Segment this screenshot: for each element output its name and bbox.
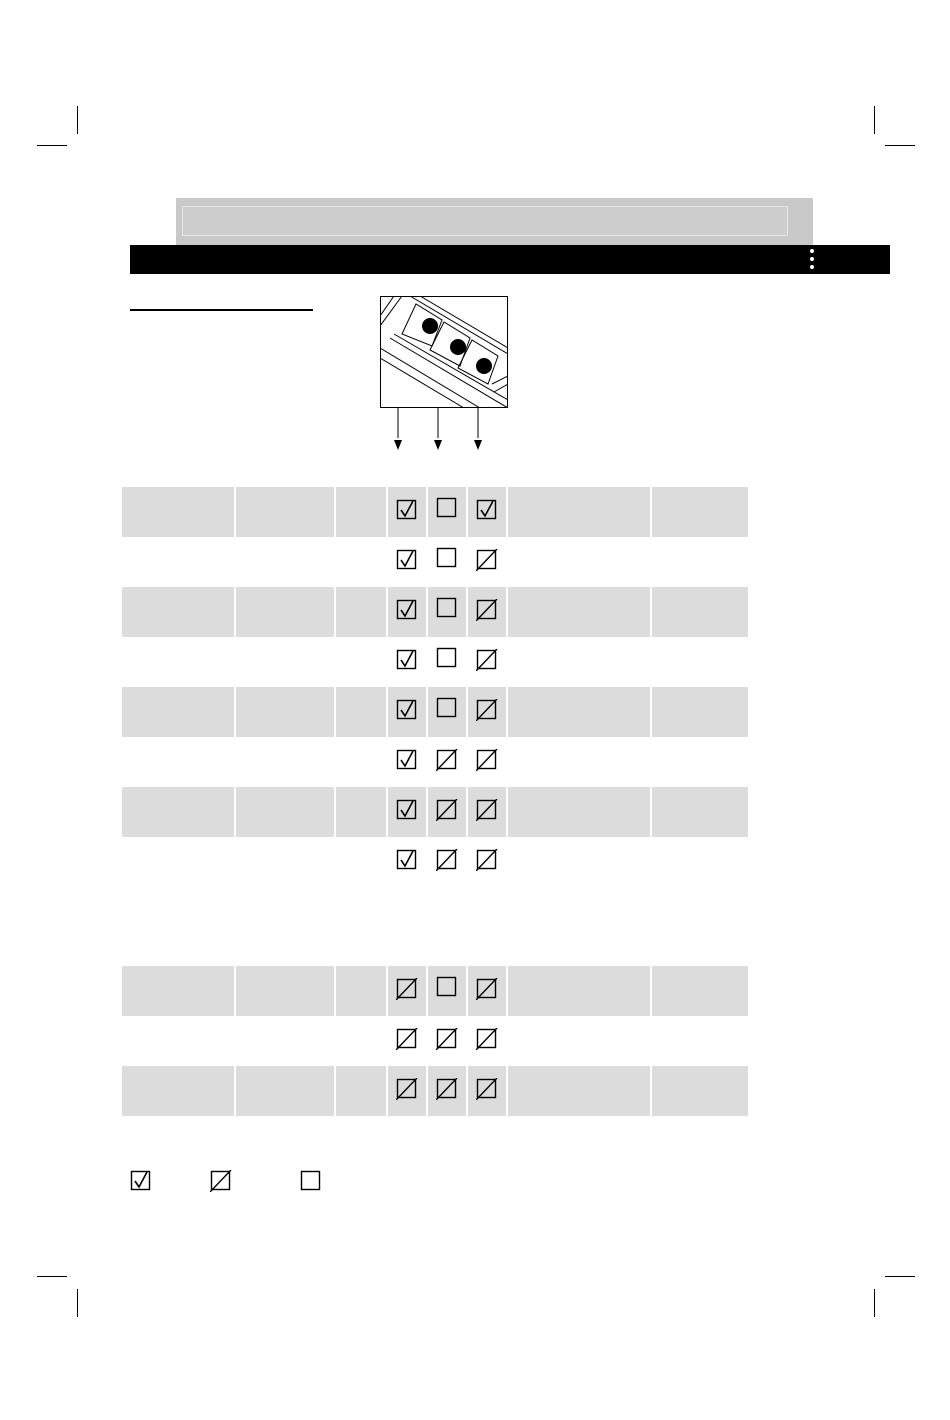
table-row <box>122 787 748 837</box>
table-cell <box>336 637 386 687</box>
table-cell <box>652 1016 748 1066</box>
table-cell <box>336 587 386 637</box>
table-cell <box>508 537 650 587</box>
table-row <box>122 637 748 687</box>
slashed-box-icon <box>476 799 498 821</box>
arrow-head <box>474 440 482 450</box>
slashed-box-icon <box>476 699 498 721</box>
table-cell <box>508 1016 650 1066</box>
table-cell <box>468 837 506 887</box>
table-cell <box>428 637 466 687</box>
table-cell <box>652 966 748 1016</box>
check-box-icon <box>396 599 418 621</box>
table-cell <box>122 537 234 587</box>
table-cell <box>508 687 650 737</box>
table-cell <box>388 737 426 787</box>
table-cell <box>122 737 234 787</box>
table-cell <box>336 537 386 587</box>
table-cell <box>428 537 466 587</box>
table-row <box>122 537 748 587</box>
crop-mark-bottom-right-v <box>874 1289 875 1317</box>
table-cell <box>336 487 386 537</box>
title-bar-dot <box>810 249 814 253</box>
legend-empty-box-icon <box>300 1170 322 1192</box>
crop-mark-bottom-right-h <box>885 1276 915 1277</box>
table-cell <box>652 637 748 687</box>
table-cell <box>468 487 506 537</box>
table-cell <box>652 787 748 837</box>
table-cell <box>468 637 506 687</box>
arrow-head <box>394 440 402 450</box>
slashed-box-icon <box>476 1028 498 1050</box>
indicator-figure <box>380 296 508 408</box>
table-cell <box>428 487 466 537</box>
table-cell <box>468 737 506 787</box>
table-cell <box>388 687 426 737</box>
table-cell <box>468 1016 506 1066</box>
table-row <box>122 487 748 537</box>
table-cell <box>428 1066 466 1116</box>
compatibility-table-2 <box>122 966 748 1116</box>
table-row <box>122 587 748 637</box>
table-cell <box>468 687 506 737</box>
legend-check-box-icon <box>130 1170 152 1192</box>
slashed-box-icon <box>436 849 458 871</box>
table-cell <box>336 1066 386 1116</box>
table-row <box>122 1066 748 1116</box>
table-cell <box>388 837 426 887</box>
table-row <box>122 966 748 1016</box>
table-cell <box>388 487 426 537</box>
table-cell <box>652 687 748 737</box>
table-cell <box>336 687 386 737</box>
table-cell <box>508 966 650 1016</box>
table-cell <box>122 966 234 1016</box>
slashed-box-icon <box>476 649 498 671</box>
check-box-icon <box>476 499 498 521</box>
table-cell <box>468 1066 506 1116</box>
empty-box-icon <box>436 647 458 669</box>
table-cell <box>336 837 386 887</box>
table-cell <box>508 637 650 687</box>
table-row <box>122 737 748 787</box>
check-box-icon <box>396 549 418 571</box>
table-cell <box>508 837 650 887</box>
table-cell <box>388 537 426 587</box>
table-cell <box>236 487 334 537</box>
title-bar-dot <box>810 265 814 269</box>
table-cell <box>388 587 426 637</box>
table-cell <box>236 837 334 887</box>
table-row <box>122 687 748 737</box>
check-box-icon <box>396 699 418 721</box>
table-cell <box>508 587 650 637</box>
table-cell <box>122 587 234 637</box>
crop-mark-top-left-h <box>37 145 67 146</box>
table-cell <box>122 837 234 887</box>
slashed-box-icon <box>476 1078 498 1100</box>
slashed-box-icon <box>476 749 498 771</box>
empty-box-icon <box>436 697 458 719</box>
table-cell <box>652 837 748 887</box>
legend-slashed-box-icon <box>210 1170 232 1192</box>
title-bar-dot <box>810 257 814 261</box>
figure-callout-arrows <box>380 408 508 454</box>
table-cell <box>428 1016 466 1066</box>
table-cell <box>122 487 234 537</box>
empty-box-icon <box>436 497 458 519</box>
empty-box-icon <box>436 547 458 569</box>
table-cell <box>428 687 466 737</box>
slashed-box-icon <box>436 1078 458 1100</box>
slashed-box-icon <box>476 978 498 1000</box>
empty-box-icon <box>436 976 458 998</box>
section-title-bar <box>130 245 890 274</box>
table-cell <box>336 787 386 837</box>
table-cell <box>336 737 386 787</box>
table-cell <box>236 637 334 687</box>
crop-mark-bottom-left-v <box>77 1289 78 1317</box>
table-cell <box>122 687 234 737</box>
table-cell <box>428 787 466 837</box>
crop-mark-top-left-v <box>77 106 78 134</box>
table-cell <box>236 737 334 787</box>
table-cell <box>468 537 506 587</box>
crop-mark-bottom-left-h <box>37 1276 67 1277</box>
table-cell <box>336 1016 386 1066</box>
indicator-dot <box>422 318 438 334</box>
crop-mark-top-right-v <box>874 106 875 134</box>
table-cell <box>508 737 650 787</box>
table-row <box>122 837 748 887</box>
table-cell <box>236 966 334 1016</box>
table-cell <box>388 637 426 687</box>
crop-mark-top-right-h <box>885 145 915 146</box>
indicator-dot <box>450 339 466 355</box>
table-cell <box>236 687 334 737</box>
table-cell <box>652 1066 748 1116</box>
table-cell <box>652 487 748 537</box>
slashed-box-icon <box>396 1078 418 1100</box>
table-cell <box>122 1066 234 1116</box>
table-cell <box>388 1066 426 1116</box>
table-cell <box>388 1016 426 1066</box>
slashed-box-icon <box>436 799 458 821</box>
table-cell <box>388 787 426 837</box>
check-box-icon <box>396 849 418 871</box>
subheading-rule <box>130 309 313 311</box>
table-cell <box>428 587 466 637</box>
check-box-icon <box>396 749 418 771</box>
table-cell <box>336 966 386 1016</box>
table-cell <box>468 787 506 837</box>
arrow-head <box>434 440 442 450</box>
slashed-box-icon <box>396 1028 418 1050</box>
table-cell <box>428 737 466 787</box>
slashed-box-icon <box>476 549 498 571</box>
slashed-box-icon <box>436 749 458 771</box>
table-cell <box>468 587 506 637</box>
empty-box-icon <box>436 597 458 619</box>
table-cell <box>122 637 234 687</box>
table-cell <box>236 587 334 637</box>
table-cell <box>508 487 650 537</box>
header-inner-frame <box>182 206 788 236</box>
table-cell <box>122 787 234 837</box>
slashed-box-icon <box>476 599 498 621</box>
table-cell <box>428 837 466 887</box>
table-cell <box>236 1016 334 1066</box>
table-row <box>122 1016 748 1066</box>
table-cell <box>236 787 334 837</box>
compatibility-table-1 <box>122 487 748 887</box>
check-box-icon <box>396 499 418 521</box>
indicator-dot <box>476 358 492 374</box>
slashed-box-icon <box>396 978 418 1000</box>
slashed-box-icon <box>476 849 498 871</box>
table-cell <box>468 966 506 1016</box>
table-cell <box>508 1066 650 1116</box>
table-cell <box>236 537 334 587</box>
table-cell <box>652 537 748 587</box>
table-cell <box>236 1066 334 1116</box>
slashed-box-icon <box>436 1028 458 1050</box>
check-box-icon <box>396 649 418 671</box>
table-cell <box>388 966 426 1016</box>
table-cell <box>508 787 650 837</box>
table-cell <box>652 737 748 787</box>
table-cell <box>122 1016 234 1066</box>
table-cell <box>652 587 748 637</box>
table-cell <box>428 966 466 1016</box>
check-box-icon <box>396 799 418 821</box>
